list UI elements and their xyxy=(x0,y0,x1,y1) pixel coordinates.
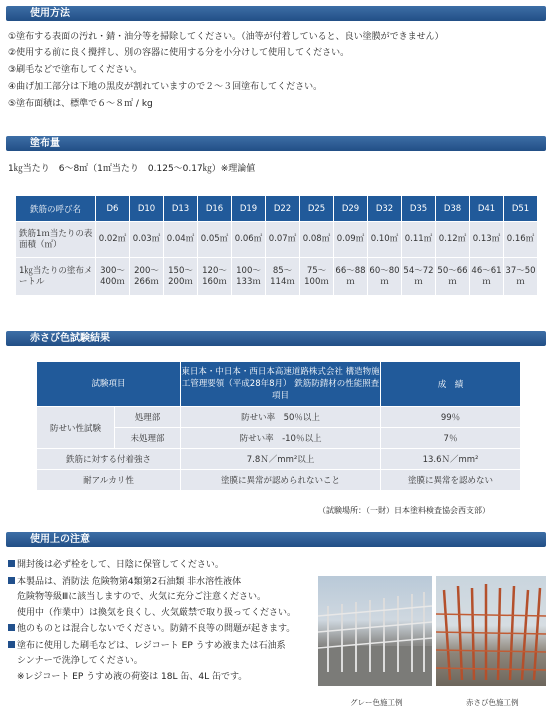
untreated-standard: 防せい率 -10％以上 xyxy=(181,428,381,449)
table-cell: 85～114ｍ xyxy=(266,258,300,296)
table-cell: 0.05㎡ xyxy=(198,222,232,258)
usage-step-3: ③刷毛などで塗布してください。 xyxy=(8,65,143,75)
coating-table xyxy=(15,195,538,296)
table-cell: 300～400ｍ xyxy=(96,258,130,296)
col-d51: D51 xyxy=(504,196,538,222)
coverage-label: 1㎏当たりの塗布メートル xyxy=(16,258,96,296)
table-cell: 46～61ｍ xyxy=(470,258,504,296)
table-cell: 54～72ｍ xyxy=(402,258,436,296)
usage-step-4: ④曲げ加工部分は下地の黒皮が割れていますので２～３回塗布してください。 xyxy=(8,82,323,92)
usage-header-text: 使用方法 xyxy=(30,8,70,19)
table-cell: 0.12㎡ xyxy=(436,222,470,258)
gray-rebar-illustration xyxy=(318,576,432,686)
table-cell: 200～266ｍ xyxy=(130,258,164,296)
caution-section-header xyxy=(6,532,546,547)
table-cell: 150～200ｍ xyxy=(164,258,198,296)
surface-area-row xyxy=(16,222,538,258)
result-header: 成 績 xyxy=(381,362,521,407)
untreated-label: 未処理部 xyxy=(115,428,181,449)
coverage-row xyxy=(16,258,538,296)
caution-item-continued: 使用中（作業中）は換気を良くし、火気厳禁で取り扱ってください。 xyxy=(17,608,297,618)
gray-coating-photo xyxy=(318,576,432,686)
bullet-square-icon xyxy=(8,641,15,648)
treated-label: 処理部 xyxy=(115,407,181,428)
rust-photo-caption: 赤さび色施工例 xyxy=(466,698,519,707)
alkali-resistance-result: 塗膜に異常を認めない xyxy=(381,470,521,491)
table-cell: 120～160ｍ xyxy=(198,258,232,296)
coating-header-row xyxy=(16,196,538,222)
col-d16: D16 xyxy=(198,196,232,222)
test-location-note: （試験場所：（一財）日本塗料検査協会西支部） xyxy=(318,506,490,515)
table-cell: 37～50ｍ xyxy=(504,258,538,296)
surface-area-label: 鉄筋1ｍ当たりの表面積（㎡） xyxy=(16,222,96,258)
table-cell: 0.03㎡ xyxy=(130,222,164,258)
coating-header-text: 塗布量 xyxy=(30,138,60,149)
caution-item: 開封後は必ず栓をして、日陰に保管してください。 xyxy=(8,558,224,572)
treated-result: 99％ xyxy=(381,407,521,428)
table-row xyxy=(37,449,521,470)
table-cell: 0.10㎡ xyxy=(368,222,402,258)
table-cell: 0.07㎡ xyxy=(266,222,300,258)
col-d32: D32 xyxy=(368,196,402,222)
coating-note: 1㎏当たり 6～8㎡（1㎡当たり 0.125～0.17㎏）※理論値 xyxy=(8,164,256,174)
alkali-resistance-standard: 塗膜に異常が認められないこと xyxy=(181,470,381,491)
col-d35: D35 xyxy=(402,196,436,222)
col-d22: D22 xyxy=(266,196,300,222)
table-cell: 66～88ｍ xyxy=(334,258,368,296)
bullet-square-icon xyxy=(8,577,15,584)
table-row xyxy=(37,407,521,428)
rust-header-text: 赤さび色試験結果 xyxy=(30,333,110,344)
rust-prevention-label: 防せい性試験 xyxy=(37,407,115,449)
caution-item: 塗布に使用した刷毛などは、レジコート EP うすめ液または石油系 xyxy=(8,639,286,653)
bullet-square-icon xyxy=(8,560,15,567)
bond-strength-label: 鉄筋に対する付着強さ xyxy=(37,449,181,470)
bullet-square-icon xyxy=(8,624,15,631)
caution-item: 本製品は、消防法 危険物第4類第2石油類 非水溶性液体 xyxy=(8,575,241,589)
rebar-name-header: 鉄筋の呼び名 xyxy=(16,196,96,222)
bond-strength-standard: 7.8Ｎ／mm²以上 xyxy=(181,449,381,470)
col-d38: D38 xyxy=(436,196,470,222)
table-cell: 0.02㎡ xyxy=(96,222,130,258)
rust-test-table xyxy=(36,361,521,491)
alkali-resistance-label: 耐アルカリ性 xyxy=(37,470,181,491)
table-cell: 0.16㎡ xyxy=(504,222,538,258)
usage-step-5: ⑤塗布面積は、標準で６～８㎡ / kg xyxy=(8,99,153,109)
table-cell: 60～80ｍ xyxy=(368,258,402,296)
caution-item-continued: 危険物等級Ⅲに該当しますので、火気に充分ご注意ください。 xyxy=(17,592,267,602)
bond-strength-result: 13.6Ｎ／mm² xyxy=(381,449,521,470)
col-d29: D29 xyxy=(334,196,368,222)
table-row xyxy=(37,470,521,491)
caution-header-text: 使用上の注意 xyxy=(30,534,90,545)
untreated-result: 7％ xyxy=(381,428,521,449)
coating-section-header xyxy=(6,136,546,151)
caution-item-continued: ※レジコート EP うすめ液の荷姿は 18L 缶、4L 缶です。 xyxy=(17,672,248,682)
table-cell: 0.08㎡ xyxy=(300,222,334,258)
table-cell: 0.11㎡ xyxy=(402,222,436,258)
usage-section-header xyxy=(6,6,546,21)
gray-photo-caption: グレー色施工例 xyxy=(350,698,403,707)
table-cell: 0.13㎡ xyxy=(470,222,504,258)
caution-item: 他のものとは混合しないでください。防錆不良等の問題が起きます。 xyxy=(8,622,295,636)
col-d19: D19 xyxy=(232,196,266,222)
col-d41: D41 xyxy=(470,196,504,222)
col-d6: D6 xyxy=(96,196,130,222)
rust-rebar-illustration xyxy=(436,576,546,686)
col-d25: D25 xyxy=(300,196,334,222)
col-d13: D13 xyxy=(164,196,198,222)
table-cell: 75～100ｍ xyxy=(300,258,334,296)
rust-section-header xyxy=(6,331,546,346)
caution-item-continued: シンナーで洗浄してください。 xyxy=(17,656,143,666)
usage-step-2: ②使用する前に良く攪拌し、別の容器に使用する分を小分けして使用してください。 xyxy=(8,48,350,58)
rust-coating-photo xyxy=(436,576,546,686)
col-d10: D10 xyxy=(130,196,164,222)
table-cell: 50～66ｍ xyxy=(436,258,470,296)
table-cell: 0.04㎡ xyxy=(164,222,198,258)
table-cell: 100～133ｍ xyxy=(232,258,266,296)
table-cell: 0.09㎡ xyxy=(334,222,368,258)
treated-standard: 防せい率 50％以上 xyxy=(181,407,381,428)
standard-header: 東日本・中日本・西日本高速道路株式会社 構造物施工管理要領（平成28年8月） 鉄筋防錆材の性能照査項目 xyxy=(181,362,381,407)
usage-step-1: ①塗布する表面の汚れ・錆・油分等を掃除してください。（油等が付着していると、良い塗膜ができません） xyxy=(8,32,444,42)
table-cell: 0.06㎡ xyxy=(232,222,266,258)
test-item-header: 試験項目 xyxy=(37,362,181,407)
